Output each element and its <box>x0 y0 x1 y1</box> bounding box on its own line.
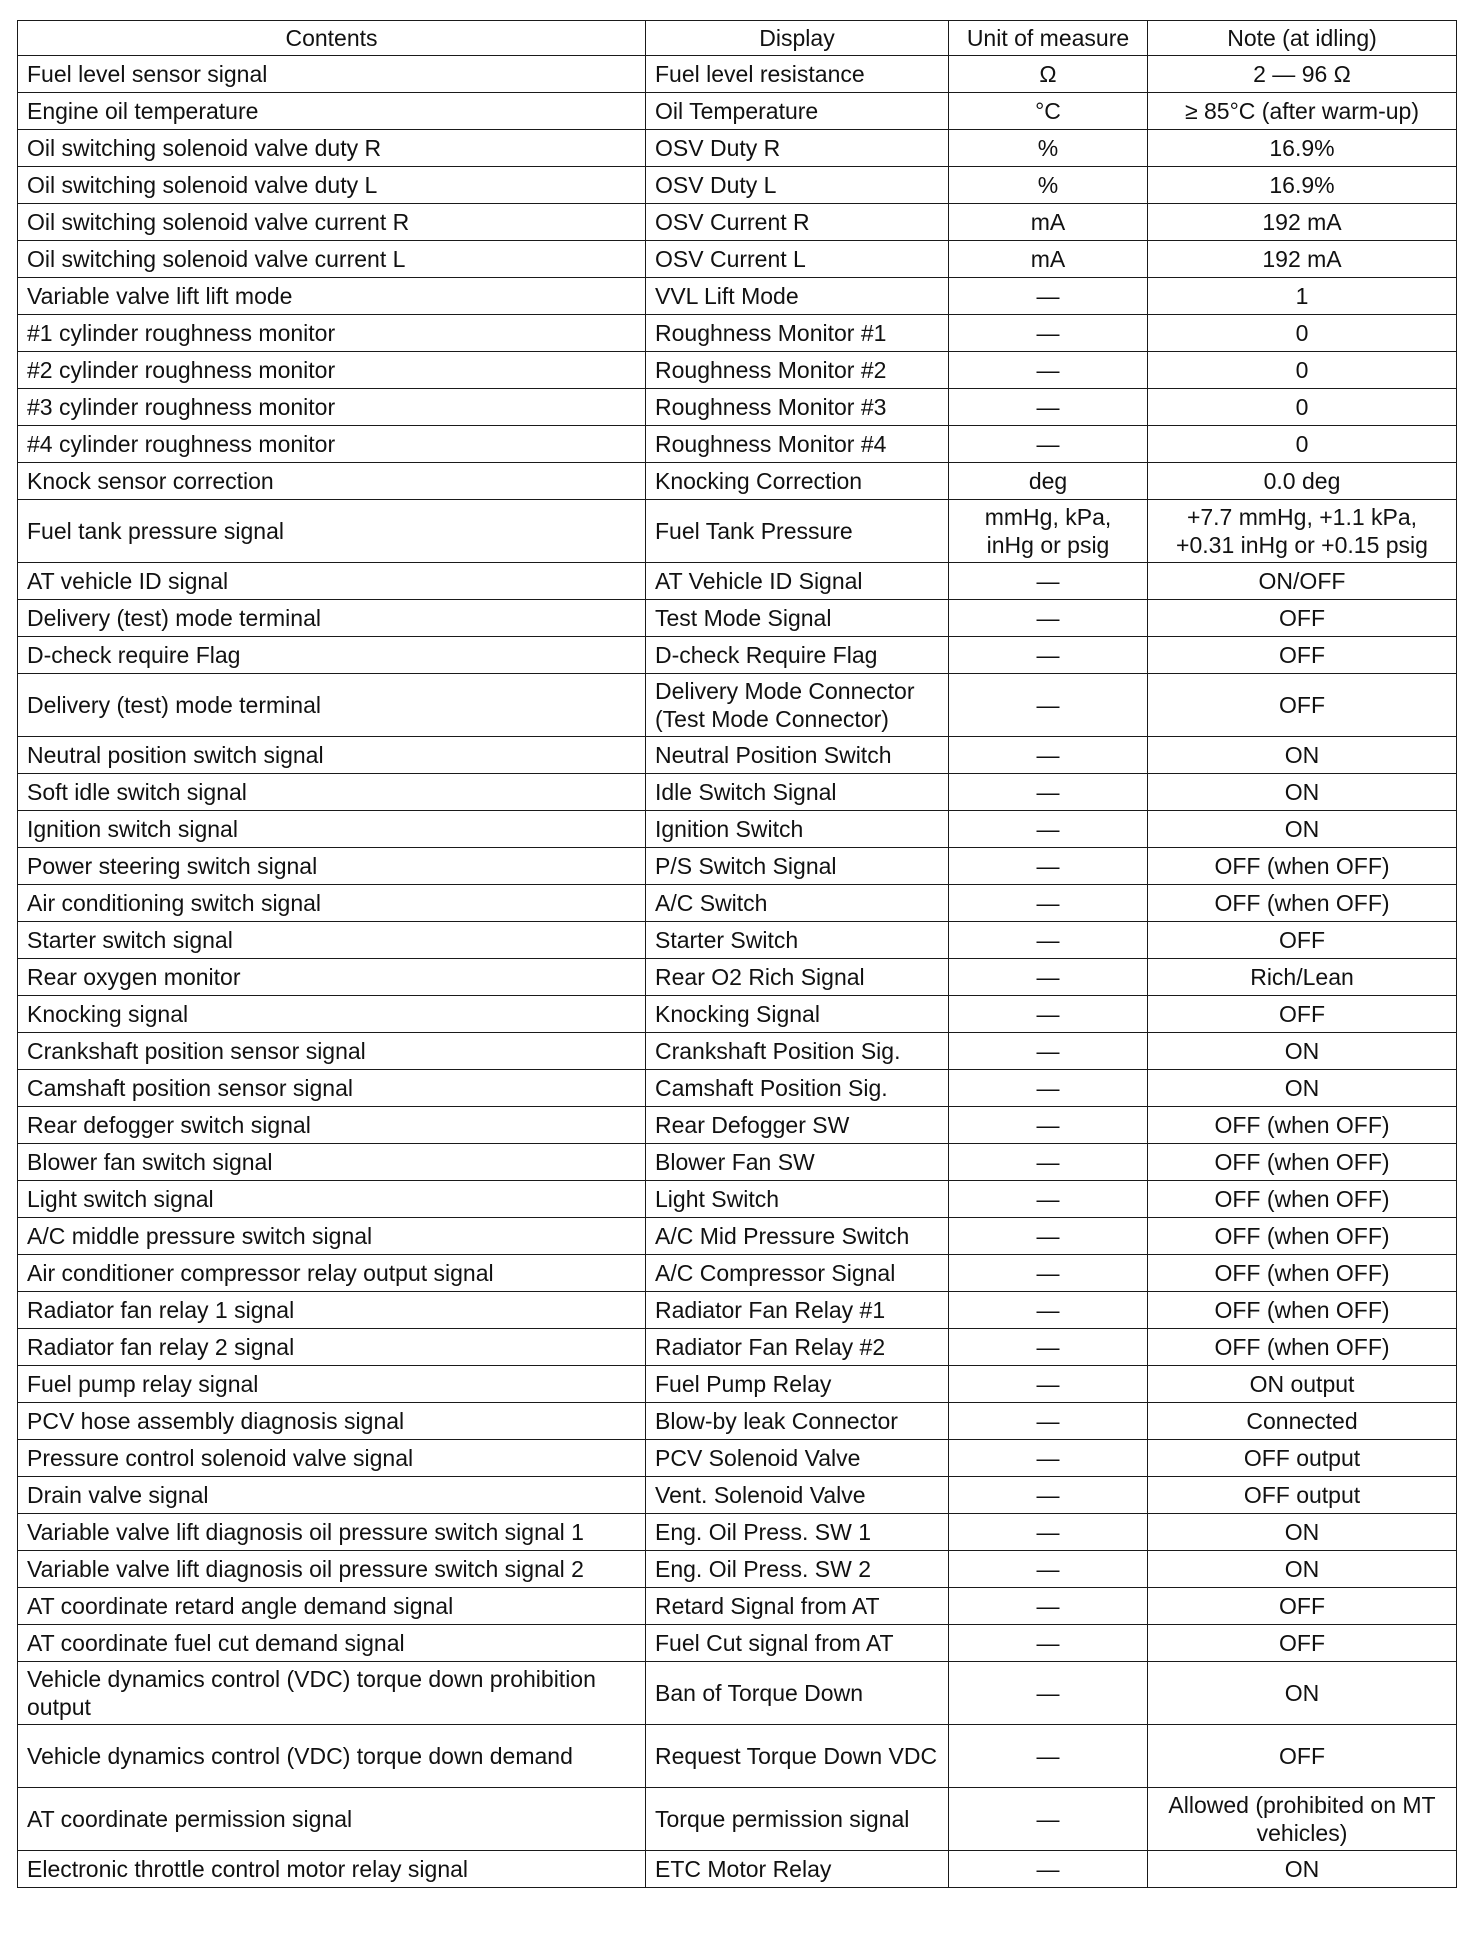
cell-contents: A/C middle pressure switch signal <box>18 1218 646 1255</box>
cell-unit: — <box>949 1788 1148 1851</box>
cell-contents: Soft idle switch signal <box>18 774 646 811</box>
cell-note: ON <box>1148 1662 1457 1725</box>
cell-note: OFF <box>1148 1588 1457 1625</box>
cell-note: Allowed (prohibited on MT vehicles) <box>1148 1788 1457 1851</box>
table-row <box>18 1033 1457 1070</box>
cell-note: 0 <box>1148 426 1457 463</box>
cell-unit: — <box>949 1107 1148 1144</box>
cell-unit: — <box>949 1477 1148 1514</box>
cell-unit: — <box>949 885 1148 922</box>
cell-contents: PCV hose assembly diagnosis signal <box>18 1403 646 1440</box>
table-row <box>18 674 1457 737</box>
cell-display: Knocking Correction <box>646 463 949 500</box>
cell-display: Fuel Cut signal from AT <box>646 1625 949 1662</box>
cell-display: Fuel Tank Pressure <box>646 500 949 563</box>
cell-note: 2 — 96 Ω <box>1148 56 1457 93</box>
table-row <box>18 996 1457 1033</box>
cell-unit: — <box>949 1070 1148 1107</box>
cell-note: ON <box>1148 1851 1457 1888</box>
cell-contents: AT coordinate permission signal <box>18 1788 646 1851</box>
cell-display: Rear Defogger SW <box>646 1107 949 1144</box>
cell-note: 192 mA <box>1148 241 1457 278</box>
cell-display: P/S Switch Signal <box>646 848 949 885</box>
cell-note: OFF <box>1148 600 1457 637</box>
cell-note: 192 mA <box>1148 204 1457 241</box>
table-row <box>18 1107 1457 1144</box>
table-row <box>18 637 1457 674</box>
table-row <box>18 463 1457 500</box>
cell-unit: — <box>949 1403 1148 1440</box>
cell-unit: mA <box>949 241 1148 278</box>
cell-note: OFF <box>1148 674 1457 737</box>
header-note: Note (at idling) <box>1148 21 1457 56</box>
cell-display: Rear O2 Rich Signal <box>646 959 949 996</box>
table-row <box>18 1625 1457 1662</box>
cell-unit: — <box>949 737 1148 774</box>
cell-display: VVL Lift Mode <box>646 278 949 315</box>
cell-display: Retard Signal from AT <box>646 1588 949 1625</box>
cell-unit: — <box>949 389 1148 426</box>
cell-contents: #1 cylinder roughness monitor <box>18 315 646 352</box>
cell-note: ON/OFF <box>1148 563 1457 600</box>
cell-note: OFF (when OFF) <box>1148 1218 1457 1255</box>
cell-contents: Radiator fan relay 1 signal <box>18 1292 646 1329</box>
table-row <box>18 130 1457 167</box>
cell-unit: — <box>949 1181 1148 1218</box>
cell-note: 16.9% <box>1148 167 1457 204</box>
cell-note: OFF <box>1148 637 1457 674</box>
cell-note: OFF (when OFF) <box>1148 885 1457 922</box>
cell-display: Vent. Solenoid Valve <box>646 1477 949 1514</box>
cell-display: Oil Temperature <box>646 93 949 130</box>
cell-note: OFF (when OFF) <box>1148 1144 1457 1181</box>
cell-display: Starter Switch <box>646 922 949 959</box>
cell-note: OFF <box>1148 1625 1457 1662</box>
cell-note: 1 <box>1148 278 1457 315</box>
cell-contents: Oil switching solenoid valve duty L <box>18 167 646 204</box>
table-row <box>18 848 1457 885</box>
table-row <box>18 1477 1457 1514</box>
table-row <box>18 1181 1457 1218</box>
cell-note: OFF <box>1148 996 1457 1033</box>
cell-display: OSV Duty R <box>646 130 949 167</box>
cell-contents: AT coordinate retard angle demand signal <box>18 1588 646 1625</box>
table-row <box>18 922 1457 959</box>
cell-contents: Pressure control solenoid valve signal <box>18 1440 646 1477</box>
table-row <box>18 1440 1457 1477</box>
cell-unit: — <box>949 1662 1148 1725</box>
cell-display: OSV Duty L <box>646 167 949 204</box>
table-row <box>18 389 1457 426</box>
cell-unit: — <box>949 674 1148 737</box>
cell-unit: mmHg, kPa, inHg or psig <box>949 500 1148 563</box>
cell-unit: — <box>949 278 1148 315</box>
table-row <box>18 885 1457 922</box>
cell-display: Roughness Monitor #4 <box>646 426 949 463</box>
cell-display: Test Mode Signal <box>646 600 949 637</box>
cell-unit: — <box>949 848 1148 885</box>
cell-display: Knocking Signal <box>646 996 949 1033</box>
cell-note: Connected <box>1148 1403 1457 1440</box>
cell-display: Roughness Monitor #3 <box>646 389 949 426</box>
cell-note: ON <box>1148 811 1457 848</box>
cell-display: A/C Mid Pressure Switch <box>646 1218 949 1255</box>
cell-unit: — <box>949 1033 1148 1070</box>
cell-note: OFF (when OFF) <box>1148 1292 1457 1329</box>
cell-contents: Air conditioning switch signal <box>18 885 646 922</box>
cell-note: 0 <box>1148 352 1457 389</box>
header-unit: Unit of measure <box>949 21 1148 56</box>
table-row <box>18 811 1457 848</box>
cell-unit: — <box>949 1255 1148 1292</box>
table-row <box>18 1292 1457 1329</box>
table-row <box>18 1851 1457 1888</box>
cell-unit: — <box>949 996 1148 1033</box>
cell-display: Light Switch <box>646 1181 949 1218</box>
cell-note: OFF output <box>1148 1477 1457 1514</box>
cell-contents: Delivery (test) mode terminal <box>18 674 646 737</box>
cell-unit: — <box>949 1329 1148 1366</box>
data-monitor-sheet <box>17 20 1456 1888</box>
cell-unit: — <box>949 637 1148 674</box>
cell-note: OFF output <box>1148 1440 1457 1477</box>
cell-display: Roughness Monitor #2 <box>646 352 949 389</box>
cell-contents: Variable valve lift diagnosis oil pressure switch signal 2 <box>18 1551 646 1588</box>
cell-contents: Drain valve signal <box>18 1477 646 1514</box>
cell-unit: — <box>949 1551 1148 1588</box>
cell-contents: Variable valve lift diagnosis oil pressure switch signal 1 <box>18 1514 646 1551</box>
cell-contents: Starter switch signal <box>18 922 646 959</box>
cell-unit: — <box>949 1366 1148 1403</box>
cell-display: Eng. Oil Press. SW 1 <box>646 1514 949 1551</box>
table-row <box>18 774 1457 811</box>
cell-display: Camshaft Position Sig. <box>646 1070 949 1107</box>
cell-unit: — <box>949 563 1148 600</box>
cell-contents: Fuel tank pressure signal <box>18 500 646 563</box>
cell-contents: Electronic throttle control motor relay signal <box>18 1851 646 1888</box>
cell-unit: — <box>949 959 1148 996</box>
cell-display: ETC Motor Relay <box>646 1851 949 1888</box>
table-row <box>18 1551 1457 1588</box>
cell-display: A/C Compressor Signal <box>646 1255 949 1292</box>
cell-display: Request Torque Down VDC <box>646 1725 949 1788</box>
cell-contents: Vehicle dynamics control (VDC) torque down demand <box>18 1725 646 1788</box>
cell-note: OFF (when OFF) <box>1148 1329 1457 1366</box>
table-row <box>18 56 1457 93</box>
cell-note: 0 <box>1148 315 1457 352</box>
cell-note: 0 <box>1148 389 1457 426</box>
table-row <box>18 1070 1457 1107</box>
cell-unit: — <box>949 352 1148 389</box>
cell-unit: — <box>949 922 1148 959</box>
cell-unit: % <box>949 130 1148 167</box>
cell-note: ON <box>1148 774 1457 811</box>
cell-unit: — <box>949 1588 1148 1625</box>
table-row <box>18 1255 1457 1292</box>
table-row <box>18 426 1457 463</box>
cell-unit: Ω <box>949 56 1148 93</box>
cell-display: Ignition Switch <box>646 811 949 848</box>
table-row <box>18 1514 1457 1551</box>
cell-contents: AT vehicle ID signal <box>18 563 646 600</box>
cell-note: OFF <box>1148 1725 1457 1788</box>
table-row <box>18 1662 1457 1725</box>
cell-note: 0.0 deg <box>1148 463 1457 500</box>
cell-display: Blower Fan SW <box>646 1144 949 1181</box>
header-contents: Contents <box>18 21 646 56</box>
cell-note: +7.7 mmHg, +1.1 kPa, +0.31 inHg or +0.15 psig <box>1148 500 1457 563</box>
cell-display: Fuel level resistance <box>646 56 949 93</box>
table-row <box>18 500 1457 563</box>
table-row <box>18 241 1457 278</box>
table-row <box>18 1329 1457 1366</box>
cell-contents: Ignition switch signal <box>18 811 646 848</box>
table-row <box>18 93 1457 130</box>
cell-note: OFF (when OFF) <box>1148 848 1457 885</box>
cell-note: ON <box>1148 1514 1457 1551</box>
cell-unit: — <box>949 600 1148 637</box>
cell-contents: Power steering switch signal <box>18 848 646 885</box>
cell-unit: — <box>949 1725 1148 1788</box>
cell-note: ON <box>1148 1551 1457 1588</box>
table-row <box>18 1144 1457 1181</box>
table-row <box>18 1725 1457 1788</box>
table-row <box>18 600 1457 637</box>
cell-display: D-check Require Flag <box>646 637 949 674</box>
table-header-row <box>18 21 1457 56</box>
cell-contents: Air conditioner compressor relay output signal <box>18 1255 646 1292</box>
cell-contents: #4 cylinder roughness monitor <box>18 426 646 463</box>
cell-display: Fuel Pump Relay <box>646 1366 949 1403</box>
cell-display: Delivery Mode Connector (Test Mode Connector) <box>646 674 949 737</box>
cell-display: Idle Switch Signal <box>646 774 949 811</box>
cell-contents: AT coordinate fuel cut demand signal <box>18 1625 646 1662</box>
cell-contents: Engine oil temperature <box>18 93 646 130</box>
table-row <box>18 204 1457 241</box>
cell-contents: Blower fan switch signal <box>18 1144 646 1181</box>
cell-display: A/C Switch <box>646 885 949 922</box>
cell-unit: — <box>949 1440 1148 1477</box>
cell-unit: — <box>949 426 1148 463</box>
cell-display: Torque permission signal <box>646 1788 949 1851</box>
cell-unit: — <box>949 1514 1148 1551</box>
cell-unit: — <box>949 315 1148 352</box>
cell-display: Radiator Fan Relay #1 <box>646 1292 949 1329</box>
cell-unit: — <box>949 1144 1148 1181</box>
cell-note: OFF (when OFF) <box>1148 1181 1457 1218</box>
cell-contents: Knocking signal <box>18 996 646 1033</box>
cell-note: 16.9% <box>1148 130 1457 167</box>
cell-display: Crankshaft Position Sig. <box>646 1033 949 1070</box>
cell-contents: #3 cylinder roughness monitor <box>18 389 646 426</box>
cell-contents: Fuel pump relay signal <box>18 1366 646 1403</box>
cell-unit: °C <box>949 93 1148 130</box>
cell-note: OFF (when OFF) <box>1148 1255 1457 1292</box>
cell-note: ON <box>1148 1070 1457 1107</box>
cell-contents: Camshaft position sensor signal <box>18 1070 646 1107</box>
cell-display: Ban of Torque Down <box>646 1662 949 1725</box>
cell-display: AT Vehicle ID Signal <box>646 563 949 600</box>
cell-unit: mA <box>949 204 1148 241</box>
data-monitor-table <box>17 20 1457 1888</box>
cell-contents: Oil switching solenoid valve current R <box>18 204 646 241</box>
cell-contents: Knock sensor correction <box>18 463 646 500</box>
cell-note: OFF <box>1148 922 1457 959</box>
table-row <box>18 1403 1457 1440</box>
cell-unit: — <box>949 1851 1148 1888</box>
cell-display: Blow-by leak Connector <box>646 1403 949 1440</box>
cell-note: ON output <box>1148 1366 1457 1403</box>
table-row <box>18 959 1457 996</box>
cell-contents: D-check require Flag <box>18 637 646 674</box>
cell-display: Neutral Position Switch <box>646 737 949 774</box>
cell-unit: — <box>949 774 1148 811</box>
cell-unit: — <box>949 1292 1148 1329</box>
cell-note: ON <box>1148 1033 1457 1070</box>
cell-display: Radiator Fan Relay #2 <box>646 1329 949 1366</box>
cell-display: PCV Solenoid Valve <box>646 1440 949 1477</box>
table-row <box>18 1366 1457 1403</box>
table-row <box>18 563 1457 600</box>
cell-unit: — <box>949 811 1148 848</box>
cell-note: Rich/Lean <box>1148 959 1457 996</box>
table-row <box>18 352 1457 389</box>
cell-contents: Oil switching solenoid valve current L <box>18 241 646 278</box>
table-row <box>18 737 1457 774</box>
cell-contents: Radiator fan relay 2 signal <box>18 1329 646 1366</box>
cell-contents: Light switch signal <box>18 1181 646 1218</box>
cell-display: Eng. Oil Press. SW 2 <box>646 1551 949 1588</box>
table-row <box>18 1588 1457 1625</box>
cell-display: Roughness Monitor #1 <box>646 315 949 352</box>
cell-unit: — <box>949 1218 1148 1255</box>
header-display: Display <box>646 21 949 56</box>
cell-contents: Rear oxygen monitor <box>18 959 646 996</box>
cell-contents: Neutral position switch signal <box>18 737 646 774</box>
table-row <box>18 1218 1457 1255</box>
cell-contents: Fuel level sensor signal <box>18 56 646 93</box>
cell-note: OFF (when OFF) <box>1148 1107 1457 1144</box>
cell-contents: Crankshaft position sensor signal <box>18 1033 646 1070</box>
table-row <box>18 315 1457 352</box>
cell-unit: % <box>949 167 1148 204</box>
cell-contents: Variable valve lift lift mode <box>18 278 646 315</box>
cell-note: ON <box>1148 737 1457 774</box>
cell-display: OSV Current L <box>646 241 949 278</box>
cell-contents: Rear defogger switch signal <box>18 1107 646 1144</box>
cell-note: ≥ 85°C (after warm-up) <box>1148 93 1457 130</box>
cell-unit: — <box>949 1625 1148 1662</box>
table-row <box>18 278 1457 315</box>
cell-contents: #2 cylinder roughness monitor <box>18 352 646 389</box>
table-row <box>18 167 1457 204</box>
table-row <box>18 1788 1457 1851</box>
cell-contents: Oil switching solenoid valve duty R <box>18 130 646 167</box>
cell-contents: Delivery (test) mode terminal <box>18 600 646 637</box>
cell-unit: deg <box>949 463 1148 500</box>
cell-contents: Vehicle dynamics control (VDC) torque down prohibition output <box>18 1662 646 1725</box>
cell-display: OSV Current R <box>646 204 949 241</box>
